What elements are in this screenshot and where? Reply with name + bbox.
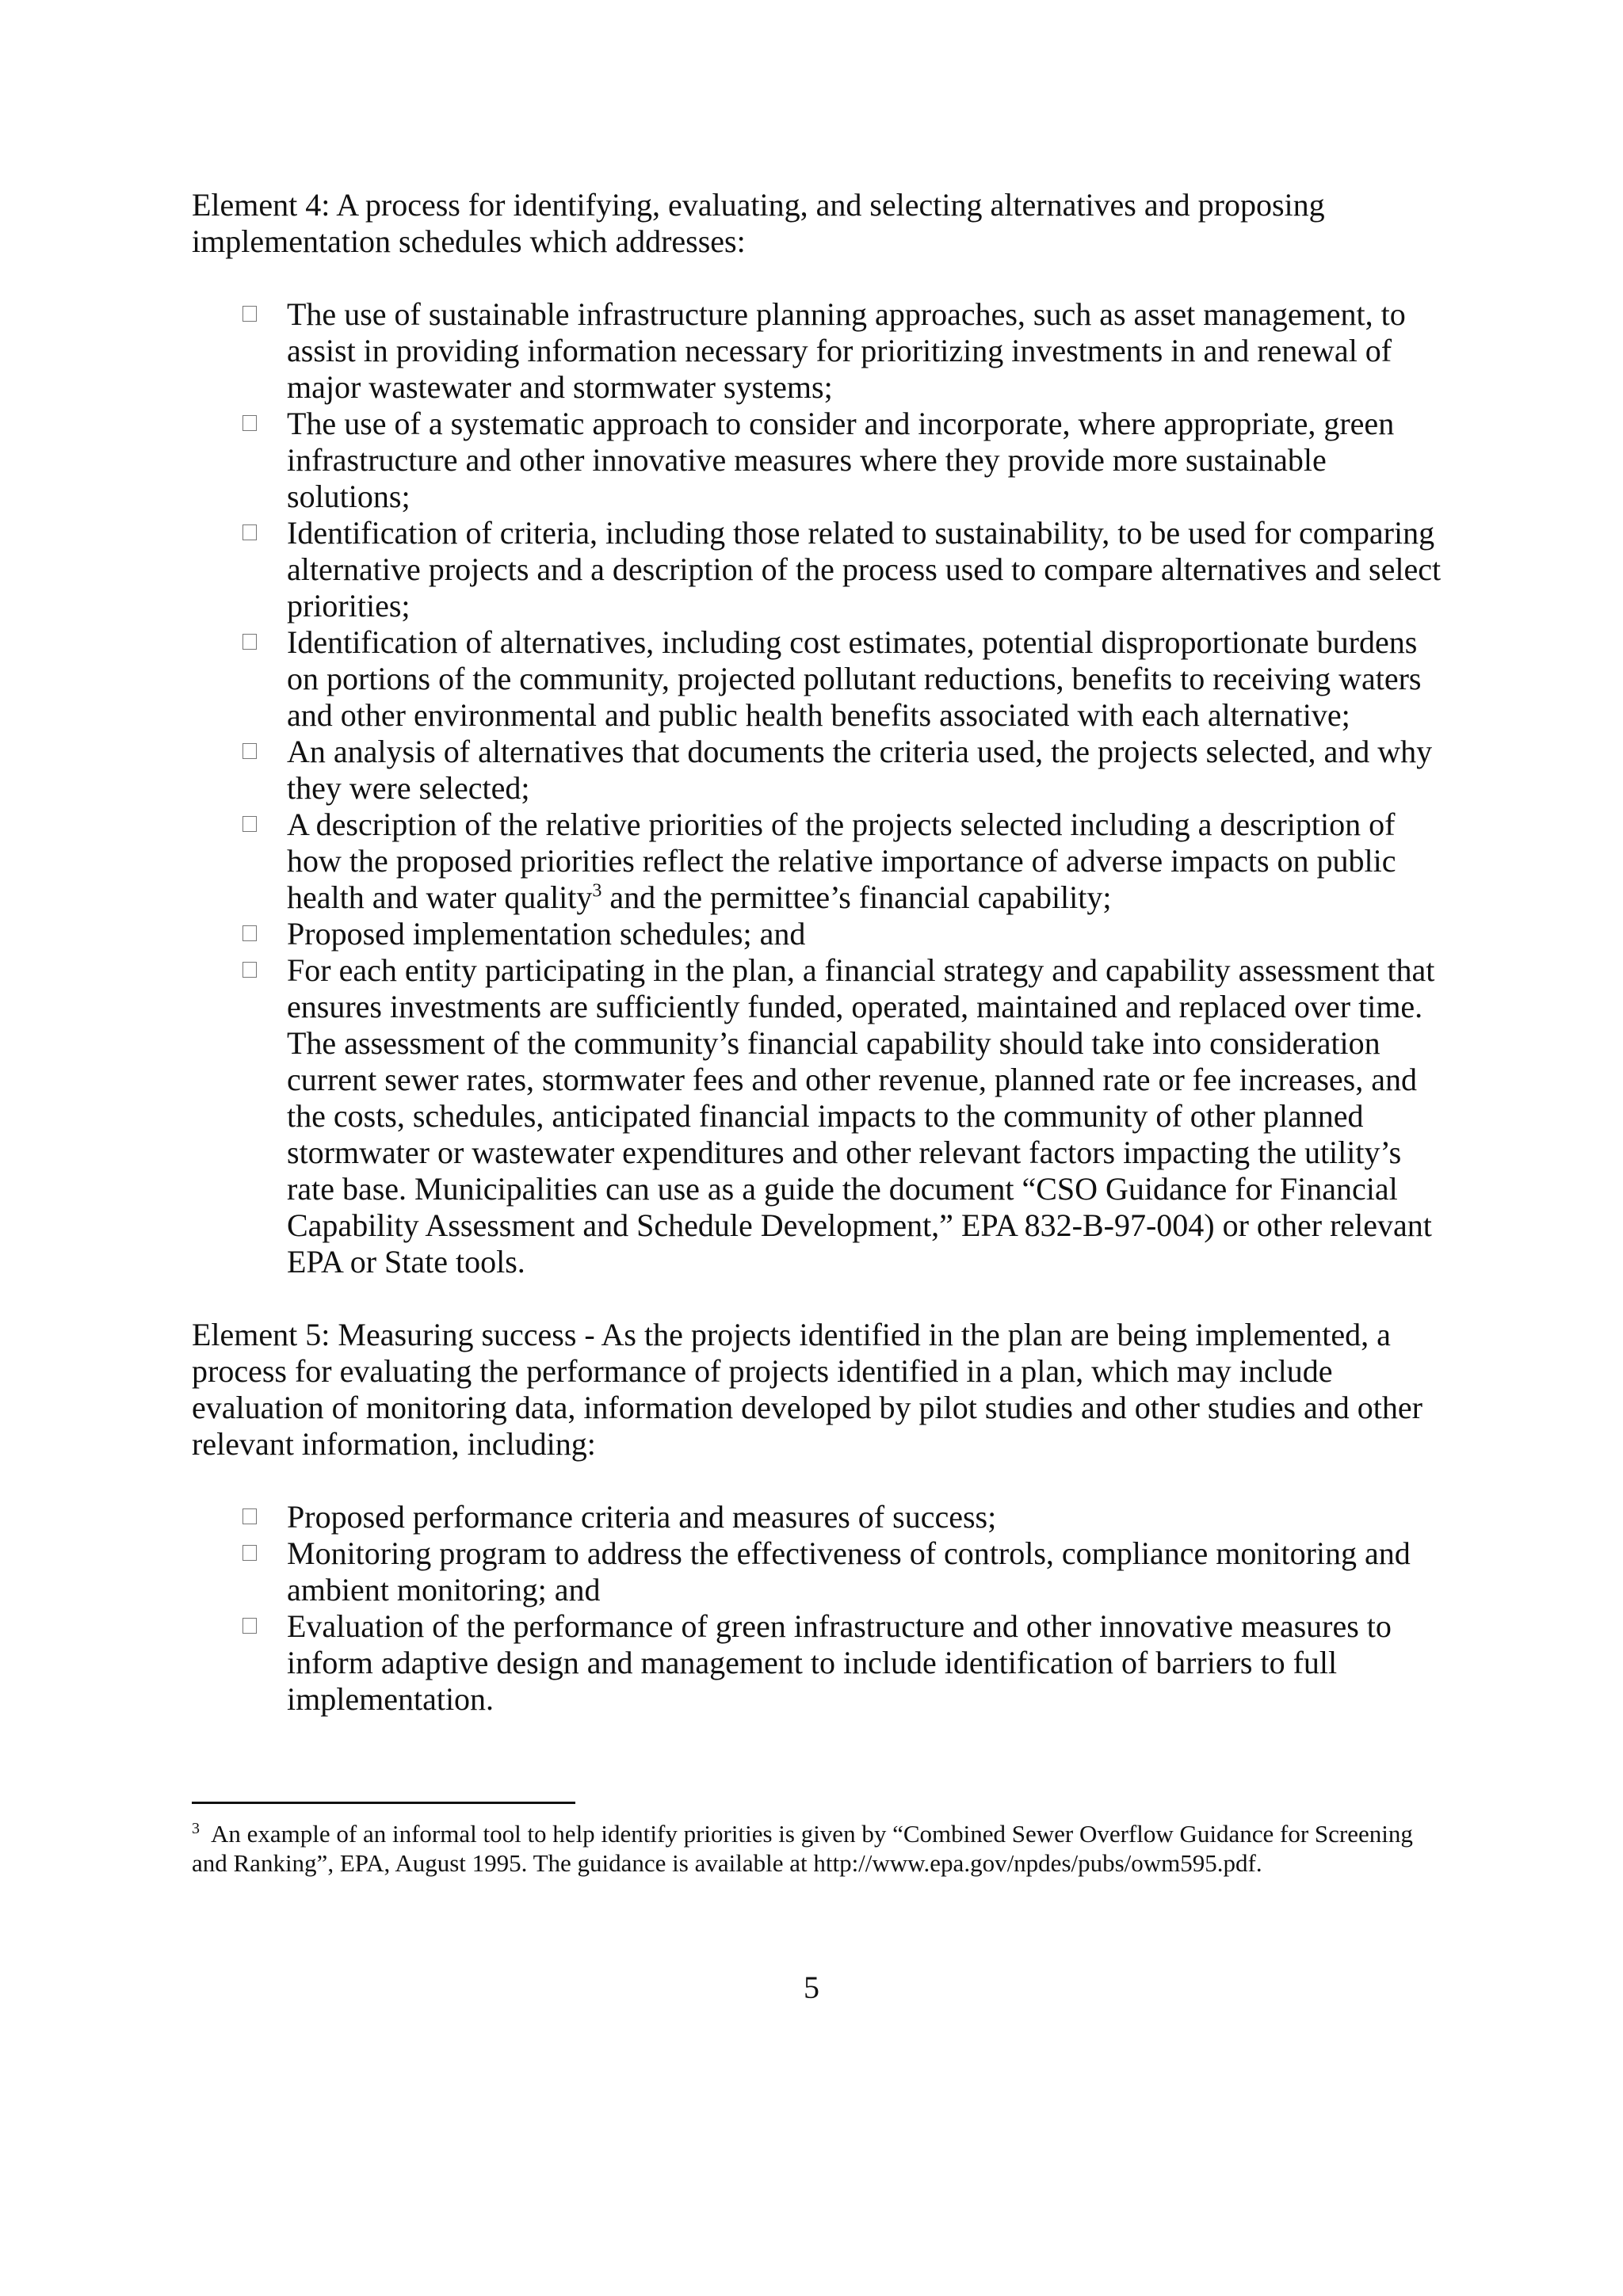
element4-intro: Element 4: A process for identifying, evaluating, and selecting alternatives and proposing implementation schedules which addresses: bbox=[192, 187, 1325, 259]
checkbox-bullet-icon bbox=[242, 306, 257, 322]
list-item bbox=[192, 734, 1452, 807]
list-item-text: Identification of criteria, including those related to sustainability, to be used for comparing alternative projects and a description of the process used to compare alternatives and select priorities; bbox=[287, 515, 1442, 624]
footnote-text: An example of an informal tool to help identify priorities is given by “Combined Sewer Overflow Guidance for Screening and Ranking”, EPA, August 1995. The guidance is available at http://www.epa.gov/npdes/pubs/owm595.pdf. bbox=[192, 1820, 1413, 1877]
list-item bbox=[192, 1535, 1452, 1608]
checkbox-bullet-icon bbox=[242, 962, 257, 978]
checkbox-bullet-icon bbox=[242, 743, 257, 759]
checkbox-bullet-icon bbox=[242, 524, 257, 540]
element5-bullet-list bbox=[192, 1499, 1452, 1718]
page-number: 5 bbox=[804, 1970, 819, 2005]
list-item bbox=[192, 1608, 1452, 1718]
list-item bbox=[192, 807, 1452, 916]
list-item-text: Evaluation of the performance of green infrastructure and other innovative measures to inform adaptive design and management to include identification of barriers to full implementation. bbox=[287, 1608, 1392, 1717]
list-item-text-after: and the permittee’s financial capability; bbox=[601, 879, 1112, 915]
list-item bbox=[192, 296, 1452, 406]
footnote-divider bbox=[192, 1802, 575, 1804]
checkbox-bullet-icon bbox=[242, 1508, 257, 1524]
footnote-marker: 3 bbox=[192, 1819, 200, 1837]
checkbox-bullet-icon bbox=[242, 634, 257, 650]
list-item-text: An analysis of alternatives that documents the criteria used, the projects selected, and why they were selected; bbox=[287, 734, 1433, 806]
list-item bbox=[192, 624, 1452, 734]
list-item-text: Proposed performance criteria and measures of success; bbox=[287, 1499, 997, 1535]
checkbox-bullet-icon bbox=[242, 1618, 257, 1634]
list-item bbox=[192, 952, 1452, 1280]
list-item-text: The use of a systematic approach to consider and incorporate, where appropriate, green infrastructure and other innovative measures where they provide more sustainable solutions; bbox=[287, 406, 1395, 514]
checkbox-bullet-icon bbox=[242, 415, 257, 431]
footnote-reference: 3 bbox=[592, 880, 602, 902]
element5-intro: Element 5: Measuring success - As the projects identified in the plan are being implemented, a process for evaluating the performance of projects identified in a plan, which may include evaluation of monitoring data, information developed by pilot studies and other studies and other relevant information, including: bbox=[192, 1317, 1423, 1462]
element4-bullet-list bbox=[192, 296, 1452, 1280]
list-item-text: For each entity participating in the plan, a financial strategy and capability assessment that ensures investments are sufficiently funded, operated, maintained and replaced over time. The assessment of the community’s financial capability should take into consideration current sewer rates, stormwater fees and other revenue, planned rate or fee increases, and the costs, schedules, anticipated financial impacts to the community of other planned stormwater or wastewater expenditures and other relevant factors impacting the utility’s rate base. Municipalities can use as a guide the document “CSO Guidance for Financial Capability Assessment and Schedule Development,” EPA 832-B-97-004) or other relevant EPA or State tools. bbox=[287, 952, 1435, 1280]
document-body bbox=[192, 187, 1452, 1754]
list-item-text: Proposed implementation schedules; and bbox=[287, 916, 806, 952]
list-item-text: The use of sustainable infrastructure planning approaches, such as asset management, to assist in providing information necessary for prioritizing investments in and renewal of major wastewater and stormwater systems; bbox=[287, 296, 1406, 405]
list-item bbox=[192, 515, 1452, 624]
footnote bbox=[192, 1819, 1452, 1878]
list-item-text: Identification of alternatives, including cost estimates, potential disproportionate burdens on portions of the community, projected pollutant reductions, benefits to receiving waters and other environmental and public health benefits associated with each alternative; bbox=[287, 624, 1422, 733]
checkbox-bullet-icon bbox=[242, 816, 257, 832]
list-item-text-before: A description of the relative priorities of the projects selected including a description of how the proposed priorities reflect the relative importance of adverse impacts on public health and water quality bbox=[287, 807, 1396, 915]
checkbox-bullet-icon bbox=[242, 1545, 257, 1561]
list-item-text: Monitoring program to address the effectiveness of controls, compliance monitoring and ambient monitoring; and bbox=[287, 1535, 1411, 1608]
checkbox-bullet-icon bbox=[242, 925, 257, 941]
list-item bbox=[192, 1499, 1452, 1535]
list-item bbox=[192, 916, 1452, 952]
list-item bbox=[192, 406, 1452, 515]
